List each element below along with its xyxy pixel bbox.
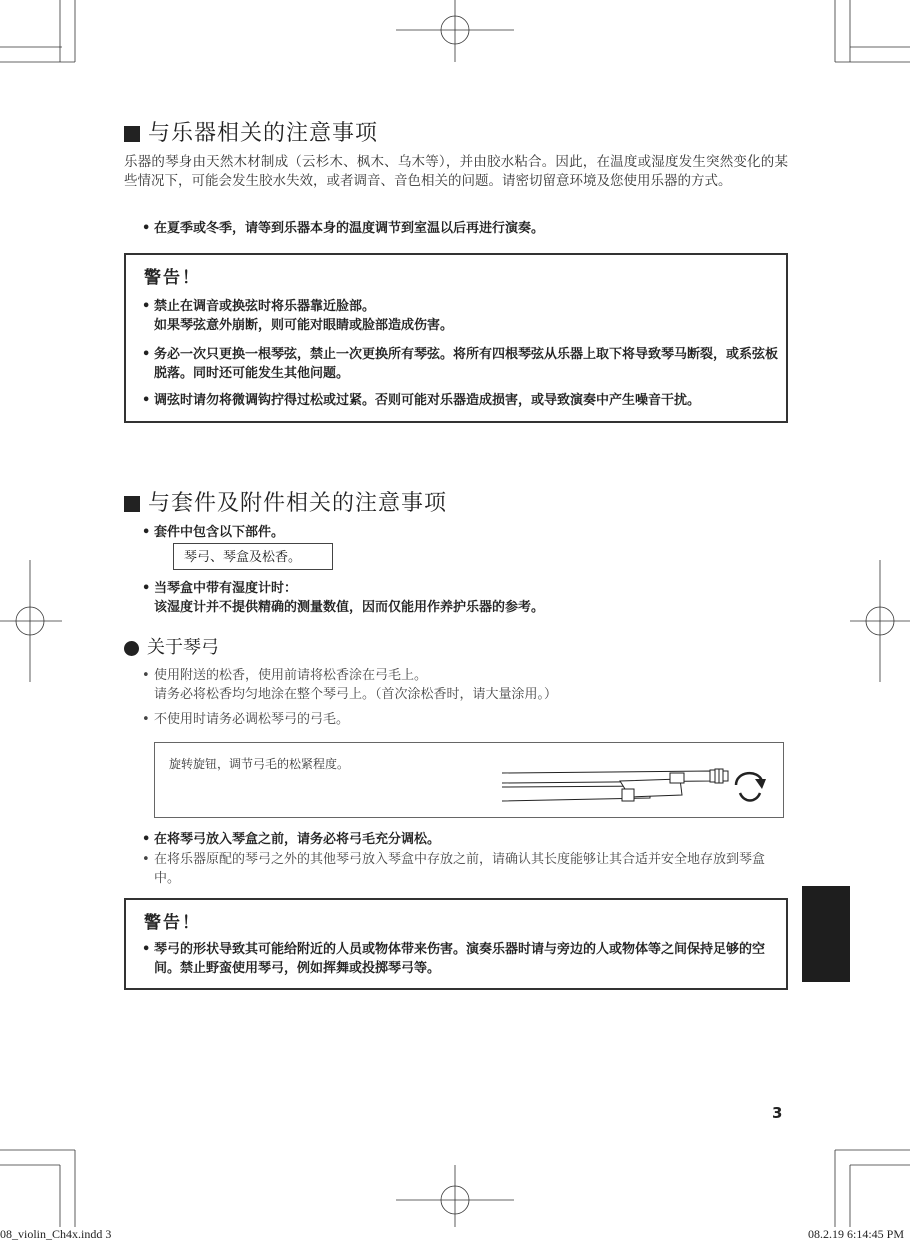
bullet-dot-icon: • (142, 712, 150, 727)
warning-item (142, 940, 782, 978)
bullet-dot-icon: • (142, 525, 151, 540)
bullet-dot-icon: • (142, 393, 151, 408)
footer-file-name: 08_violin_Ch4x.indd 3 (0, 1227, 112, 1241)
footer-timestamp: 08.2.19 6:14:45 PM (807, 1227, 904, 1241)
hygrometer-bullet (142, 579, 782, 617)
bullet-dot-icon: • (142, 668, 150, 683)
bullet-dot-icon: • (142, 221, 151, 236)
bullet-dot-icon: • (142, 832, 151, 847)
kit-bullet-text: 套件中包含以下部件。 (154, 525, 285, 540)
warning-item (142, 345, 782, 383)
warning-item (142, 391, 782, 410)
bullet-dot-icon: • (142, 347, 151, 362)
bow-figure-box (154, 742, 784, 818)
bow-bullet-text: 在将乐器原配的琴弓之外的其他琴弓放入琴盒中存放之前，请确认其长度能够让其合适并安全地存放到琴盒中。 (154, 852, 766, 886)
bow-illustration (500, 763, 770, 808)
warning-item (142, 297, 782, 335)
bow-bullet-text: 在将琴弓放入琴盒之前，请务必将弓毛充分调松。 (154, 832, 441, 847)
section2-heading-text: 与套件及附件相关的注意事项 (148, 491, 448, 516)
warning-box-instrument (124, 253, 788, 423)
kit-bullet (142, 523, 782, 542)
square-bullet-icon (124, 126, 140, 142)
square-bullet-icon (124, 496, 140, 512)
arrow-head-icon (755, 779, 766, 789)
bow-bullet-text: 不使用时请务必调松琴弓的弓毛。 (154, 712, 350, 727)
bow-heading (124, 636, 219, 660)
bow-bullet (142, 850, 774, 888)
bow-bullet-line: 请务必将松香均匀地涂在整个琴弓上。（首次涂松香时，请大量涂用。） (154, 687, 558, 702)
section2-heading (124, 490, 447, 518)
section1-bullet-text: 在夏季或冬季，请等到乐器本身的温度调节到室温以后再进行演奏。 (154, 221, 545, 236)
warning-title: 警告！ (144, 268, 201, 288)
section1-heading-text: 与乐器相关的注意事项 (148, 121, 379, 146)
warning-box-bow (124, 898, 788, 990)
bow-bullet (142, 830, 782, 849)
circle-bullet-icon (124, 641, 139, 656)
bullet-dot-icon: • (142, 299, 151, 314)
section1-bullet (142, 219, 782, 238)
chapter-side-tab (802, 886, 850, 982)
section1-heading (124, 120, 378, 148)
warning-title: 警告！ (144, 913, 201, 933)
bullet-dot-icon: • (142, 852, 150, 867)
section1-intro: 乐器的琴身由天然木材制成（云杉木、枫木、乌木等），并由胶水粘合。因此，在温度或湿度发生突然变化的某些情况下，可能会发生胶水失效，或者调音、音色相关的问题。请密切留意环境及您使用乐器的方式。 (124, 154, 788, 189)
bullet-dot-icon: • (142, 942, 151, 957)
bow-bullet-line: 使用附送的松香，使用前请将松香涂在弓毛上。 (154, 668, 428, 683)
warning-item-line: 禁止在调音或换弦时将乐器靠近脸部。 (154, 299, 376, 314)
bow-bullet (142, 666, 782, 704)
hygrometer-line: 该湿度计并不提供精确的测量数值，因而仅能用作养护乐器的参考。 (154, 600, 545, 615)
bullet-dot-icon: • (142, 581, 151, 596)
warning-item-text: 务必一次只更换一根琴弦，禁止一次更换所有琴弦。将所有四根琴弦从乐器上取下将导致琴马断裂，或系弦板脱落。同时还可能发生其他问题。 (154, 347, 779, 381)
warning-item-line: 如果琴弦意外崩断，则可能对眼睛或脸部造成伤害。 (154, 318, 454, 333)
figure-caption: 旋转旋钮，调节弓毛的松紧程度。 (169, 757, 350, 771)
warning-item-text: 琴弓的形状导致其可能给附近的人员或物体带来伤害。演奏乐器时请与旁边的人或物体等之间保持足够的空间。禁止野蛮使用琴弓，例如挥舞或投掷琴弓等。 (154, 942, 766, 976)
warning-item-text: 调弦时请勿将微调钩拧得过松或过紧。否则可能对乐器造成损害，或导致演奏中产生噪音干扰。 (154, 393, 701, 408)
page-number: 3 (772, 1104, 783, 1122)
bow-bullet (142, 710, 782, 729)
kit-items-box: 琴弓、琴盒及松香。 (173, 543, 333, 570)
hygrometer-line: 当琴盒中带有湿度计时： (154, 581, 298, 596)
bow-heading-text: 关于琴弓 (147, 637, 219, 658)
